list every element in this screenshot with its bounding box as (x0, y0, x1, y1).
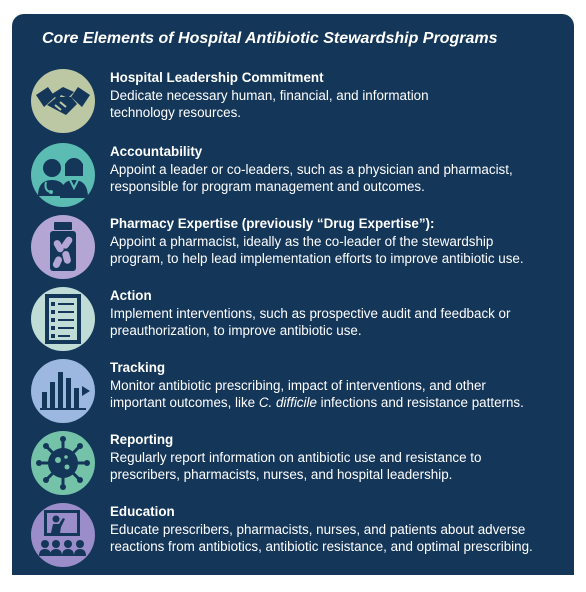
list-item-tracking (30, 358, 570, 426)
checklist-icon (30, 286, 96, 352)
item-heading: Action (110, 288, 152, 303)
item-description: Implement interventions, such as prospective audit and feedback or preauthorization, to improve antibiotic use. (110, 306, 511, 338)
item-description: Appoint a leader or co-leaders, such as a physician and pharmacist, responsible for program management and outcomes. (110, 162, 513, 194)
item-heading: Tracking (110, 360, 166, 375)
item-description: Monitor antibiotic prescribing, impact of interventions, and other important outcomes, like C. difficile infections and resistance patterns. (110, 378, 524, 410)
item-description: Regularly report information on antibiotic use and resistance to prescribers, pharmacists, nurses, and hospital leadership. (110, 450, 482, 482)
bar-chart-icon (30, 358, 96, 424)
item-heading: Accountability (110, 144, 203, 159)
item-heading: Pharmacy Expertise (previously “Drug Expertise”): (110, 216, 435, 231)
list-item-accountability (30, 142, 570, 210)
list-item-leadership (30, 68, 570, 136)
item-heading: Education (110, 504, 175, 519)
microbe-icon (30, 430, 96, 496)
item-heading: Hospital Leadership Commitment (110, 70, 324, 85)
page-title: Core Elements of Hospital Antibiotic Stewardship Programs (42, 30, 498, 47)
pill-bottle-icon (30, 214, 96, 280)
item-heading: Reporting (110, 432, 174, 447)
handshake-icon (30, 68, 96, 134)
item-description: Educate prescribers, pharmacists, nurses, and patients about adverse reactions from antibiotics, antibiotic resistance, and optimal prescribing. (110, 522, 533, 554)
list-item-reporting (30, 430, 570, 498)
list-item-action (30, 286, 570, 354)
presentation-icon (30, 502, 96, 568)
physician-pharmacist-icon (30, 142, 96, 208)
item-description: Appoint a pharmacist, ideally as the co-leader of the stewardship program, to help lead implementation efforts to improve antibiotic use. (110, 234, 524, 266)
list-item-education (30, 502, 570, 570)
item-description: Dedicate necessary human, financial, and information technology resources. (110, 88, 429, 120)
list-item-pharmacy-expertise (30, 214, 570, 282)
